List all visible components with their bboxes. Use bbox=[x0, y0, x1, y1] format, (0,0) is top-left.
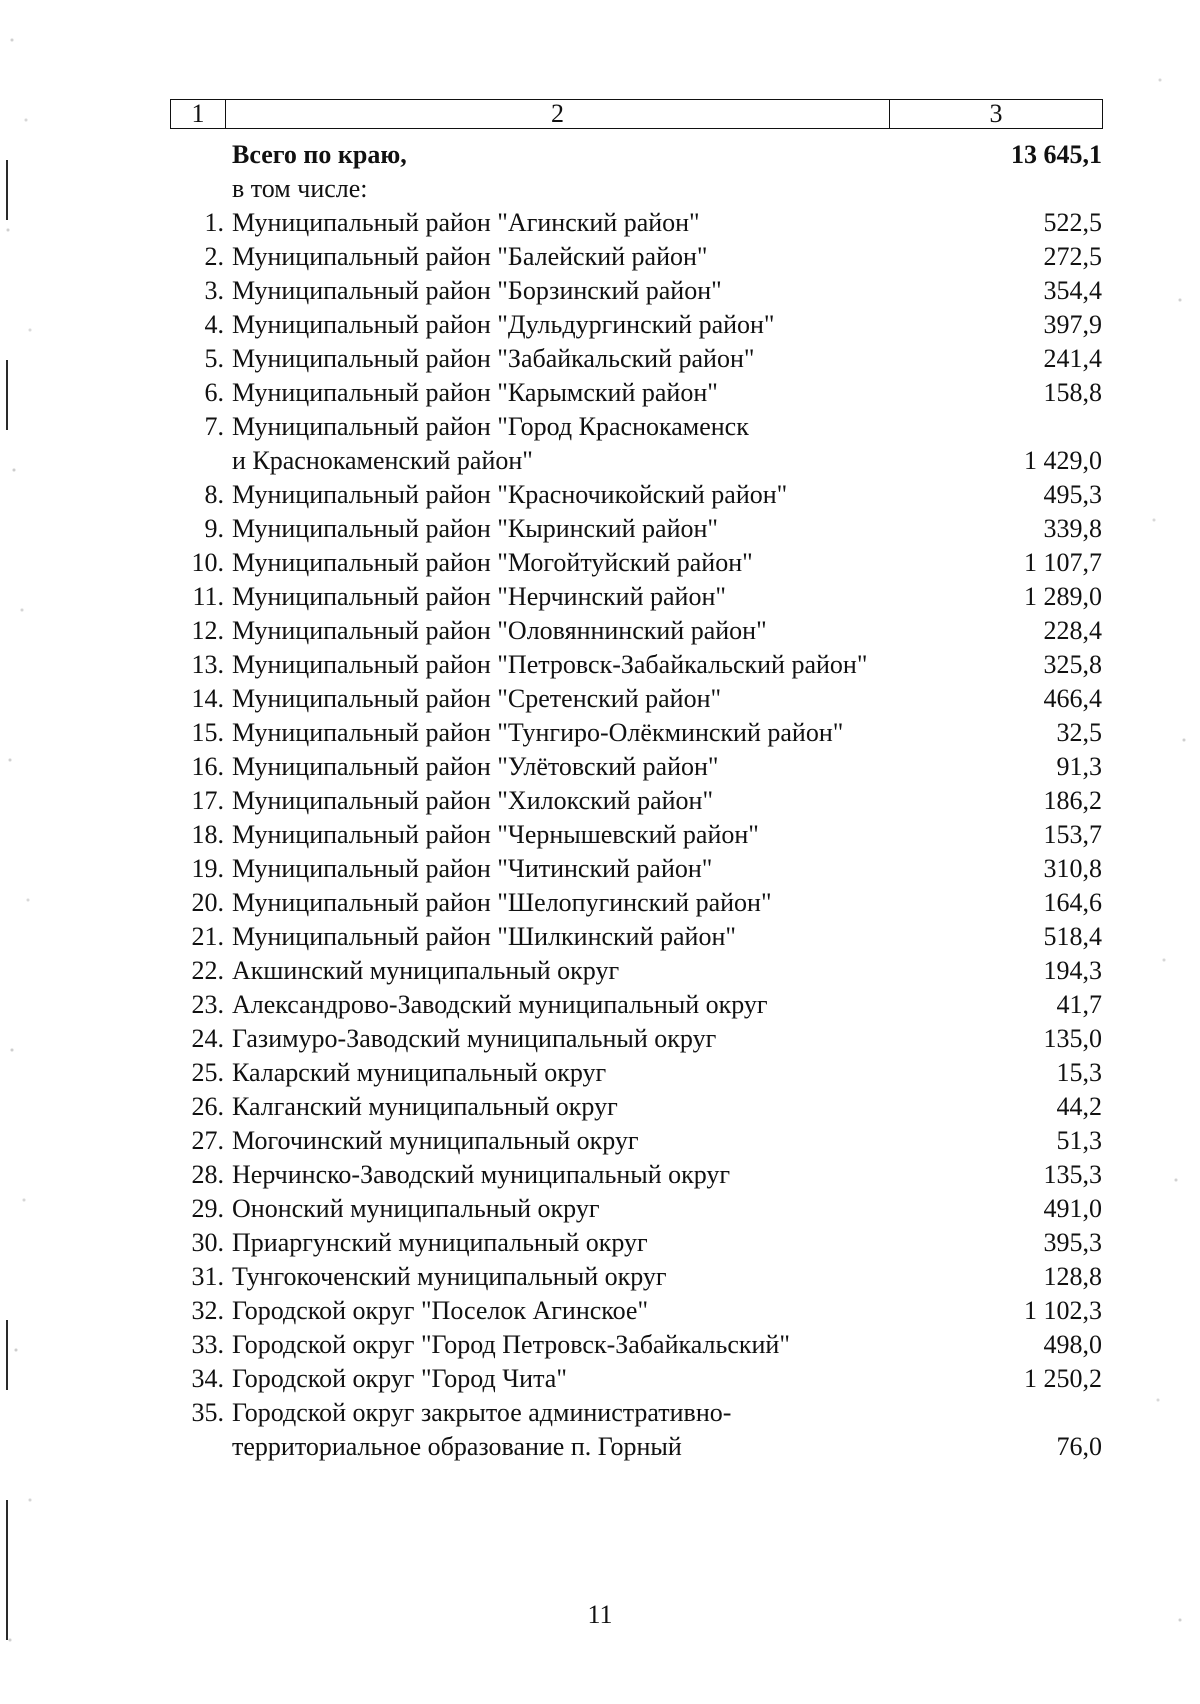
row-number: 10. bbox=[191, 548, 224, 577]
table-row bbox=[170, 512, 1102, 546]
row-number: 27. bbox=[191, 1126, 224, 1155]
row-value: 354,4 bbox=[1043, 276, 1102, 305]
row-number: 17. bbox=[191, 786, 224, 815]
row-value: 498,0 bbox=[1043, 1330, 1102, 1359]
row-value: 1 102,3 bbox=[1024, 1296, 1102, 1325]
column-header-row bbox=[171, 100, 1103, 129]
table-row bbox=[170, 580, 1102, 614]
table-row bbox=[170, 1294, 1102, 1328]
row-name: Муниципальный район "Город Краснокаменск bbox=[232, 412, 749, 441]
scan-edge-line bbox=[6, 1320, 8, 1390]
row-name: Муниципальный район "Шилкинский район" bbox=[232, 922, 736, 951]
table-row bbox=[170, 546, 1102, 580]
row-number: 24. bbox=[191, 1024, 224, 1053]
table-row bbox=[170, 1260, 1102, 1294]
row-value: 158,8 bbox=[1043, 378, 1102, 407]
table-row-continuation bbox=[170, 1430, 1102, 1464]
row-number: 1. bbox=[204, 208, 224, 237]
row-name: Ононский муниципальный округ bbox=[232, 1194, 600, 1223]
table-row bbox=[170, 1056, 1102, 1090]
total-row bbox=[170, 138, 1102, 172]
row-number: 20. bbox=[191, 888, 224, 917]
table-row bbox=[170, 1090, 1102, 1124]
row-value: 135,3 bbox=[1043, 1160, 1102, 1189]
row-value: 228,4 bbox=[1043, 616, 1102, 645]
row-number: 29. bbox=[191, 1194, 224, 1223]
row-name: Калганский муниципальный округ bbox=[232, 1092, 618, 1121]
table-row bbox=[170, 852, 1102, 886]
table-row bbox=[170, 988, 1102, 1022]
row-name: Муниципальный район "Тунгиро-Олёкминский район" bbox=[232, 718, 844, 747]
total-value: 13 645,1 bbox=[1011, 140, 1102, 169]
scan-noise-left bbox=[0, 0, 46, 1704]
row-number: 15. bbox=[191, 718, 224, 747]
table-row bbox=[170, 274, 1102, 308]
row-value: 491,0 bbox=[1043, 1194, 1102, 1223]
row-number: 26. bbox=[191, 1092, 224, 1121]
row-number: 25. bbox=[191, 1058, 224, 1087]
table-row-continuation bbox=[170, 444, 1102, 478]
row-number: 2. bbox=[204, 242, 224, 271]
row-name: Муниципальный район "Кыринский район" bbox=[232, 514, 719, 543]
table-row bbox=[170, 648, 1102, 682]
row-value: 76,0 bbox=[1056, 1432, 1102, 1461]
row-value: 1 250,2 bbox=[1024, 1364, 1102, 1393]
row-value: 186,2 bbox=[1043, 786, 1102, 815]
row-name: Газимуро-Заводский муниципальный округ bbox=[232, 1024, 717, 1053]
row-name-continuation: и Краснокаменский район" bbox=[232, 446, 533, 475]
row-number: 19. bbox=[191, 854, 224, 883]
row-number: 11. bbox=[192, 582, 224, 611]
table-row bbox=[170, 954, 1102, 988]
row-value: 135,0 bbox=[1043, 1024, 1102, 1053]
row-value: 164,6 bbox=[1043, 888, 1102, 917]
table-row bbox=[170, 1396, 1102, 1430]
row-number: 30. bbox=[191, 1228, 224, 1257]
row-name: Муниципальный район "Сретенский район" bbox=[232, 684, 722, 713]
table-row bbox=[170, 920, 1102, 954]
table-row bbox=[170, 478, 1102, 512]
row-number: 4. bbox=[204, 310, 224, 339]
row-value: 128,8 bbox=[1043, 1262, 1102, 1291]
row-number: 34. bbox=[191, 1364, 224, 1393]
row-name: Нерчинско-Заводский муниципальный округ bbox=[232, 1160, 731, 1189]
row-value: 397,9 bbox=[1043, 310, 1102, 339]
row-value: 194,3 bbox=[1043, 956, 1102, 985]
row-value: 325,8 bbox=[1043, 650, 1102, 679]
row-value: 466,4 bbox=[1043, 684, 1102, 713]
row-number: 5. bbox=[204, 344, 224, 373]
row-number: 18. bbox=[191, 820, 224, 849]
row-number: 7. bbox=[204, 412, 224, 441]
row-value: 241,4 bbox=[1043, 344, 1102, 373]
row-name: Муниципальный район "Дульдургинский район" bbox=[232, 310, 775, 339]
scan-noise-right bbox=[1140, 0, 1200, 1704]
row-value: 395,3 bbox=[1043, 1228, 1102, 1257]
row-value: 41,7 bbox=[1056, 990, 1102, 1019]
row-number: 13. bbox=[191, 650, 224, 679]
column-header-1: 1 bbox=[171, 100, 226, 129]
row-value: 32,5 bbox=[1056, 718, 1102, 747]
row-name: Акшинский муниципальный округ bbox=[232, 956, 620, 985]
row-name: Муниципальный район "Шелопугинский район" bbox=[232, 888, 772, 917]
table-row bbox=[170, 1124, 1102, 1158]
table-row bbox=[170, 376, 1102, 410]
row-name: Муниципальный район "Петровск-Забайкальский район" bbox=[232, 650, 868, 679]
row-name: Приаргунский муниципальный округ bbox=[232, 1228, 648, 1257]
municipality-rows bbox=[170, 206, 1102, 1464]
table-row bbox=[170, 614, 1102, 648]
row-name: Муниципальный район "Борзинский район" bbox=[232, 276, 722, 305]
row-name: Каларский муниципальный округ bbox=[232, 1058, 607, 1087]
column-header-3: 3 bbox=[890, 100, 1103, 129]
row-name: Александрово-Заводский муниципальный округ bbox=[232, 990, 768, 1019]
row-name: Муниципальный район "Хилокский район" bbox=[232, 786, 714, 815]
row-value: 1 429,0 bbox=[1024, 446, 1102, 475]
table-row bbox=[170, 682, 1102, 716]
row-name: Муниципальный район "Могойтуйский район" bbox=[232, 548, 753, 577]
row-number: 12. bbox=[191, 616, 224, 645]
table-row bbox=[170, 342, 1102, 376]
row-number: 23. bbox=[191, 990, 224, 1019]
page-number: 11 bbox=[587, 1600, 613, 1629]
row-value: 153,7 bbox=[1043, 820, 1102, 849]
row-name: Муниципальный район "Карымский район" bbox=[232, 378, 718, 407]
subheader-row bbox=[170, 172, 1102, 206]
row-value: 522,5 bbox=[1043, 208, 1102, 237]
column-header-2: 2 bbox=[226, 100, 890, 129]
row-number: 22. bbox=[191, 956, 224, 985]
table-row bbox=[170, 1158, 1102, 1192]
row-name: Муниципальный район "Оловяннинский район" bbox=[232, 616, 767, 645]
table-row bbox=[170, 886, 1102, 920]
row-number: 14. bbox=[191, 684, 224, 713]
column-header-table bbox=[170, 99, 1103, 129]
row-number: 6. bbox=[204, 378, 224, 407]
row-value: 1 107,7 bbox=[1024, 548, 1102, 577]
table-row bbox=[170, 308, 1102, 342]
scan-edge-line bbox=[6, 160, 8, 220]
row-number: 9. bbox=[204, 514, 224, 543]
row-number: 32. bbox=[191, 1296, 224, 1325]
table-row bbox=[170, 818, 1102, 852]
row-number: 21. bbox=[191, 922, 224, 951]
row-name-continuation: территориальное образование п. Горный bbox=[232, 1432, 682, 1461]
row-value: 495,3 bbox=[1043, 480, 1102, 509]
row-number: 16. bbox=[191, 752, 224, 781]
row-number: 33. bbox=[191, 1330, 224, 1359]
row-number: 31. bbox=[191, 1262, 224, 1291]
row-name: Муниципальный район "Красночикойский район" bbox=[232, 480, 788, 509]
subheader-label: в том числе: bbox=[232, 174, 368, 203]
row-name: Муниципальный район "Агинский район" bbox=[232, 208, 700, 237]
row-name: Тунгокоченский муниципальный округ bbox=[232, 1262, 667, 1291]
row-name: Могочинский муниципальный округ bbox=[232, 1126, 639, 1155]
row-value: 518,4 bbox=[1043, 922, 1102, 951]
row-name: Муниципальный район "Читинский район" bbox=[232, 854, 713, 883]
table-row bbox=[170, 716, 1102, 750]
table-row bbox=[170, 410, 1102, 444]
table-row bbox=[170, 1022, 1102, 1056]
row-value: 310,8 bbox=[1043, 854, 1102, 883]
table-row bbox=[170, 1362, 1102, 1396]
row-value: 1 289,0 bbox=[1024, 582, 1102, 611]
table-row bbox=[170, 784, 1102, 818]
row-number: 3. bbox=[204, 276, 224, 305]
row-number: 28. bbox=[191, 1160, 224, 1189]
row-name: Муниципальный район "Нерчинский район" bbox=[232, 582, 726, 611]
total-label: Всего по краю, bbox=[232, 140, 407, 169]
row-name: Муниципальный район "Улётовский район" bbox=[232, 752, 719, 781]
table-row bbox=[170, 1192, 1102, 1226]
row-number: 35. bbox=[191, 1398, 224, 1427]
table-row bbox=[170, 750, 1102, 784]
row-value: 44,2 bbox=[1056, 1092, 1102, 1121]
row-name: Муниципальный район "Чернышевский район" bbox=[232, 820, 759, 849]
distribution-list bbox=[170, 138, 1102, 1464]
row-value: 272,5 bbox=[1043, 242, 1102, 271]
row-value: 91,3 bbox=[1056, 752, 1102, 781]
row-name: Городской округ закрытое административно- bbox=[232, 1398, 732, 1427]
table-row bbox=[170, 1328, 1102, 1362]
row-name: Муниципальный район "Забайкальский район" bbox=[232, 344, 755, 373]
row-value: 15,3 bbox=[1056, 1058, 1102, 1087]
table-row bbox=[170, 1226, 1102, 1260]
row-value: 339,8 bbox=[1043, 514, 1102, 543]
row-number: 8. bbox=[204, 480, 224, 509]
row-value: 51,3 bbox=[1056, 1126, 1102, 1155]
table-row bbox=[170, 206, 1102, 240]
table-row bbox=[170, 240, 1102, 274]
row-name: Городской округ "Поселок Агинское" bbox=[232, 1296, 649, 1325]
scan-edge-line bbox=[6, 360, 8, 430]
row-name: Городской округ "Город Чита" bbox=[232, 1364, 567, 1393]
row-name: Городской округ "Город Петровск-Забайкальский" bbox=[232, 1330, 790, 1359]
row-name: Муниципальный район "Балейский район" bbox=[232, 242, 708, 271]
